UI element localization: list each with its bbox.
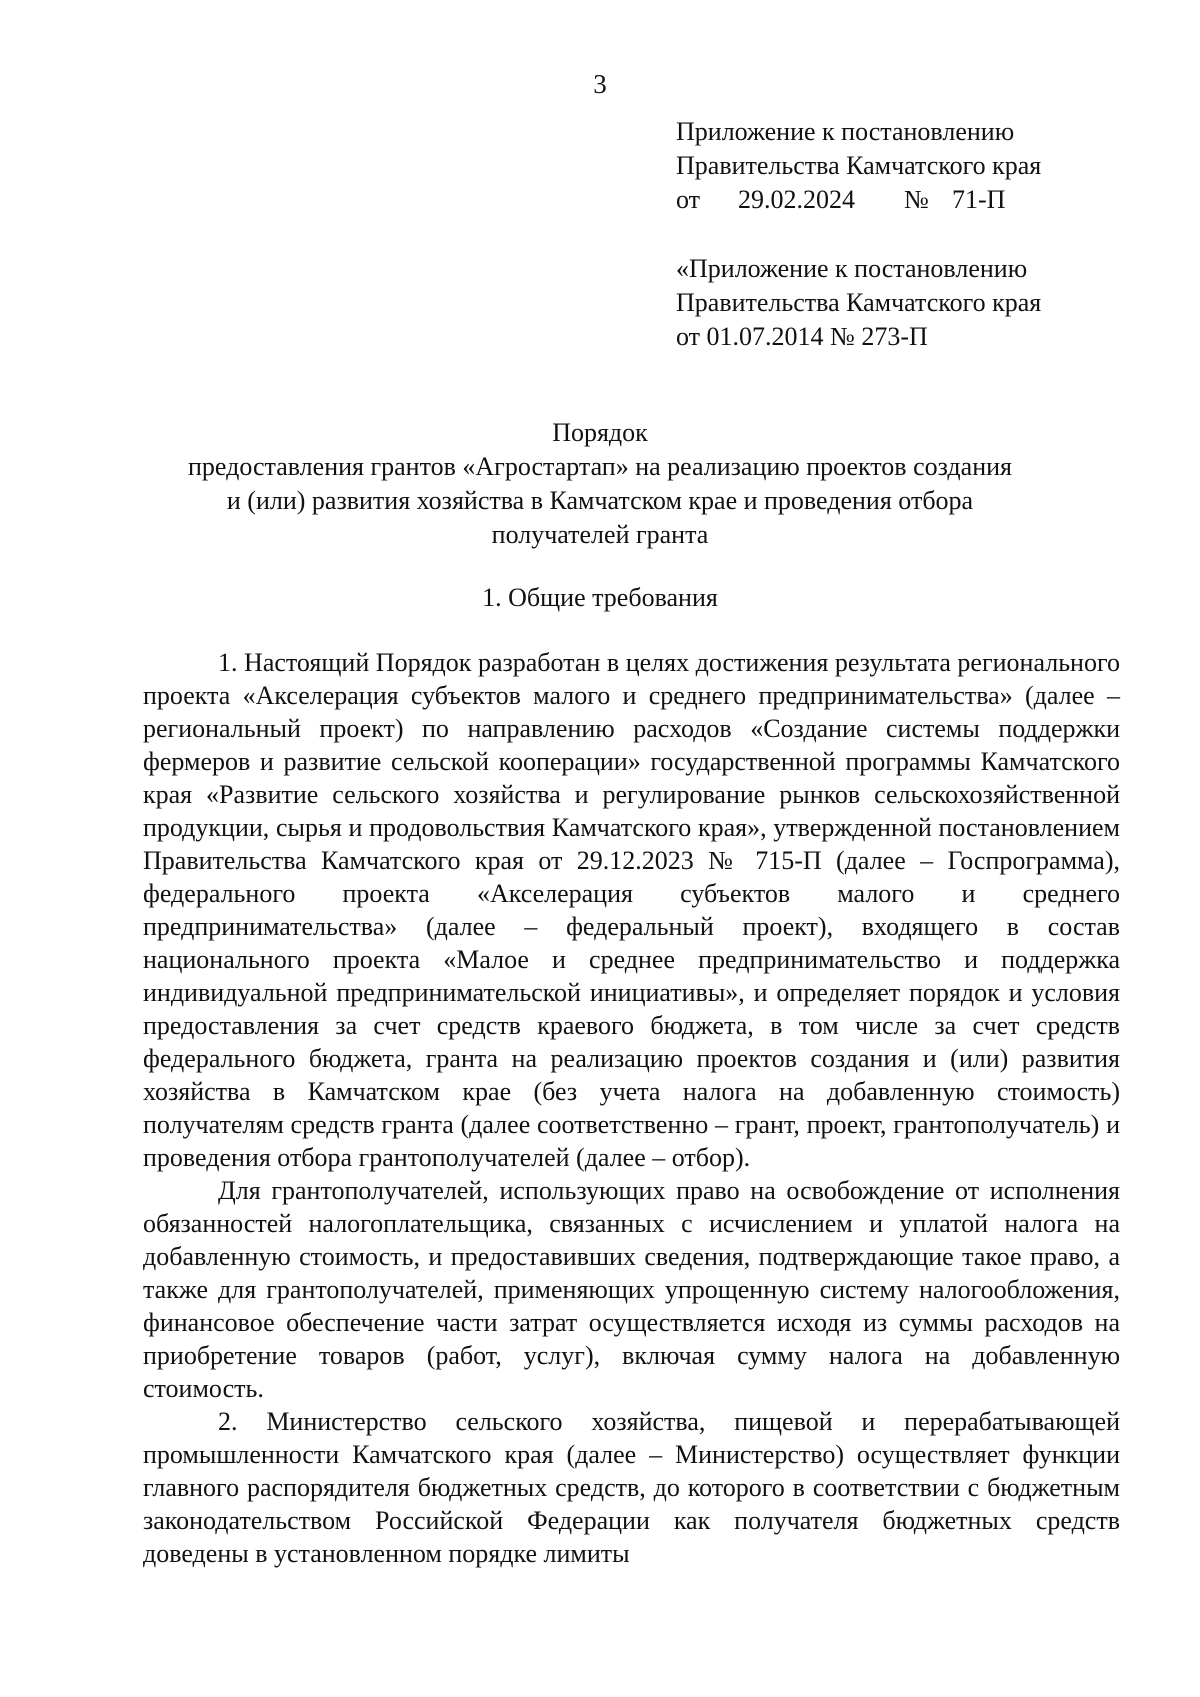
title-line: получателей гранта (491, 520, 709, 549)
title-line: и (или) развития хозяйства в Камчатском крае и проведения отбора (226, 486, 974, 515)
appendix-line: «Приложение к постановлению (676, 254, 1028, 283)
page-number: 3 (593, 69, 607, 99)
title-line: Порядок (552, 418, 648, 447)
document-title (100, 416, 1100, 552)
appendix-line: Правительства Камчатского края (676, 288, 1042, 317)
title-line: предоставления грантов «Агростартап» на реализацию проектов создания (188, 452, 1012, 481)
section-heading: 1. Общие требования (482, 583, 718, 612)
body-paragraph: Для грантополучателей, использующих право на освобождение от исполнения обязанностей налогоплательщика, связанных с исчислением и уплатой налога на добавленную стоимость, и предоставивших сведения, подтверждающие такое право, а также для грантополучателей, применяющих упрощенную систему налогообложения, финансовое обеспечение части затрат осуществляется исходя из суммы расходов на приобретение товаров (работ, услуг), включая сумму налога на добавленную стоимость. (143, 1176, 1120, 1403)
body-paragraph: 1. Настоящий Порядок разработан в целях достижения результата регионального проекта «Акселерация субъектов малого и среднего предпринимательства» (далее – региональный проект) по направлению расходов «Создание системы поддержки фермеров и развитие сельской кооперации» государственной программы Камчатского края «Развитие сельского хозяйства и регулирование рынков сельскохозяйственной продукции, сырья и продовольствия Камчатского края», утвержденной постановлением Правительства Камчатского края от 29.12.2023 № 715-П (далее – Госпрограмма), федерального проекта «Акселерация субъектов малого и среднего предпринимательства» (далее – федеральный проект), входящего в состав национального проекта «Малое и среднее предпринимательство и поддержка индивидуальной предпринимательской инициативы», и определяет порядок и условия предоставления за счет средств краевого бюджета, в том числе за счет средств федерального бюджета, гранта на реализацию проектов создания и (или) развития хозяйства в Камчатском крае (без учета налога на добавленную стоимость) получателям средств гранта (далее соответственно – грант, проект, грантополучатель) и проведения отбора грантополучателей (далее – отбор). (143, 648, 1120, 1172)
appendix-block-previous (676, 252, 1156, 354)
appendix-line: Правительства Камчатского края (676, 151, 1042, 180)
appendix-number-sign: № (904, 185, 929, 214)
appendix-date-line (676, 183, 1156, 217)
body-paragraph: 2. Министерство сельского хозяйства, пищевой и перерабатывающей промышленности Камчатского края (далее – Министерство) осуществляет функции главного распорядителя бюджетных средств, до которого в соответствии с бюджетным законодательством Российской Федерации как получателя бюджетных средств доведены в установленном порядке лимиты (143, 1407, 1120, 1568)
appendix-number: 71-П (952, 185, 1006, 214)
document-body (143, 646, 1120, 1570)
appendix-date: 29.02.2024 (738, 185, 855, 214)
appendix-line: Приложение к постановлению (676, 117, 1015, 146)
appendix-ot-label: от (676, 185, 701, 214)
appendix-block-current (676, 115, 1156, 217)
appendix-line: от 01.07.2014 № 273-П (676, 322, 928, 351)
